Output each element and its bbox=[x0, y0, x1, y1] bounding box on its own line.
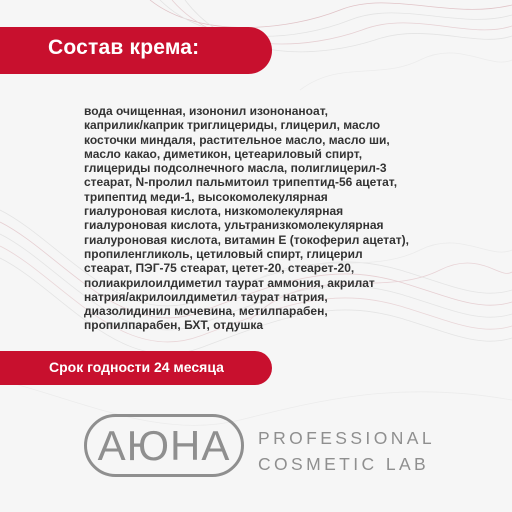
ingredients-line: каприлик/каприк триглицериды, глицерил, масло bbox=[84, 118, 381, 133]
ingredients-line: гиалуроновая кислота, витамин Е (токоферил ацетат), bbox=[84, 232, 409, 247]
ingredients-line: натрия/акрилоилдиметил таурат натрия, bbox=[84, 289, 328, 304]
ingredients-line: пропиленгликоль, цетиловый спирт, глицерил bbox=[84, 246, 363, 261]
ingredients-line: гиалуроновая кислота, ультранизкомолекулярная bbox=[84, 218, 384, 233]
ingredients-text bbox=[84, 104, 484, 333]
ingredients-line: стеарат, ПЭГ-75 стеарат, цетет-20, стеарет-20, bbox=[84, 261, 355, 276]
brand-logo-wordmark: АЮНА bbox=[97, 421, 231, 469]
ingredients-line: полиакрилоилдиметил таурат аммония, акрилат bbox=[84, 275, 375, 290]
ingredients-line: диазолидинил мочевина, метилпарабен, bbox=[84, 304, 328, 319]
ingredients-line: масло какао, диметикон, цетеариловый спирт, bbox=[84, 146, 363, 161]
ingredients-line: пропилпарабен, БХТ, отдушка bbox=[84, 318, 264, 333]
ingredients-line: вода очищенная, изононил изононаноат, bbox=[84, 104, 328, 118]
brand-tagline-line2: COSMETIC LAB bbox=[258, 454, 430, 474]
ingredients-line: стеарат, N-пролил пальмитоил трипептид-56 ацетат, bbox=[84, 175, 398, 190]
ingredients-line: гиалуроновая кислота, низкомолекулярная bbox=[84, 204, 344, 219]
brand-tagline-line1: PROFESSIONAL bbox=[258, 428, 435, 448]
ingredients-line: косточки миндаля, растительное масло, масло ши, bbox=[84, 132, 390, 147]
shelf-life-text: Срок годности 24 месяца bbox=[49, 359, 224, 375]
ingredients-line: глицериды подсолнечного масла, полиглицерил-3 bbox=[84, 161, 387, 176]
composition-heading: Состав крема: bbox=[48, 36, 200, 59]
ingredients-line: трипептид меди-1, высокомолекулярная bbox=[84, 189, 328, 204]
